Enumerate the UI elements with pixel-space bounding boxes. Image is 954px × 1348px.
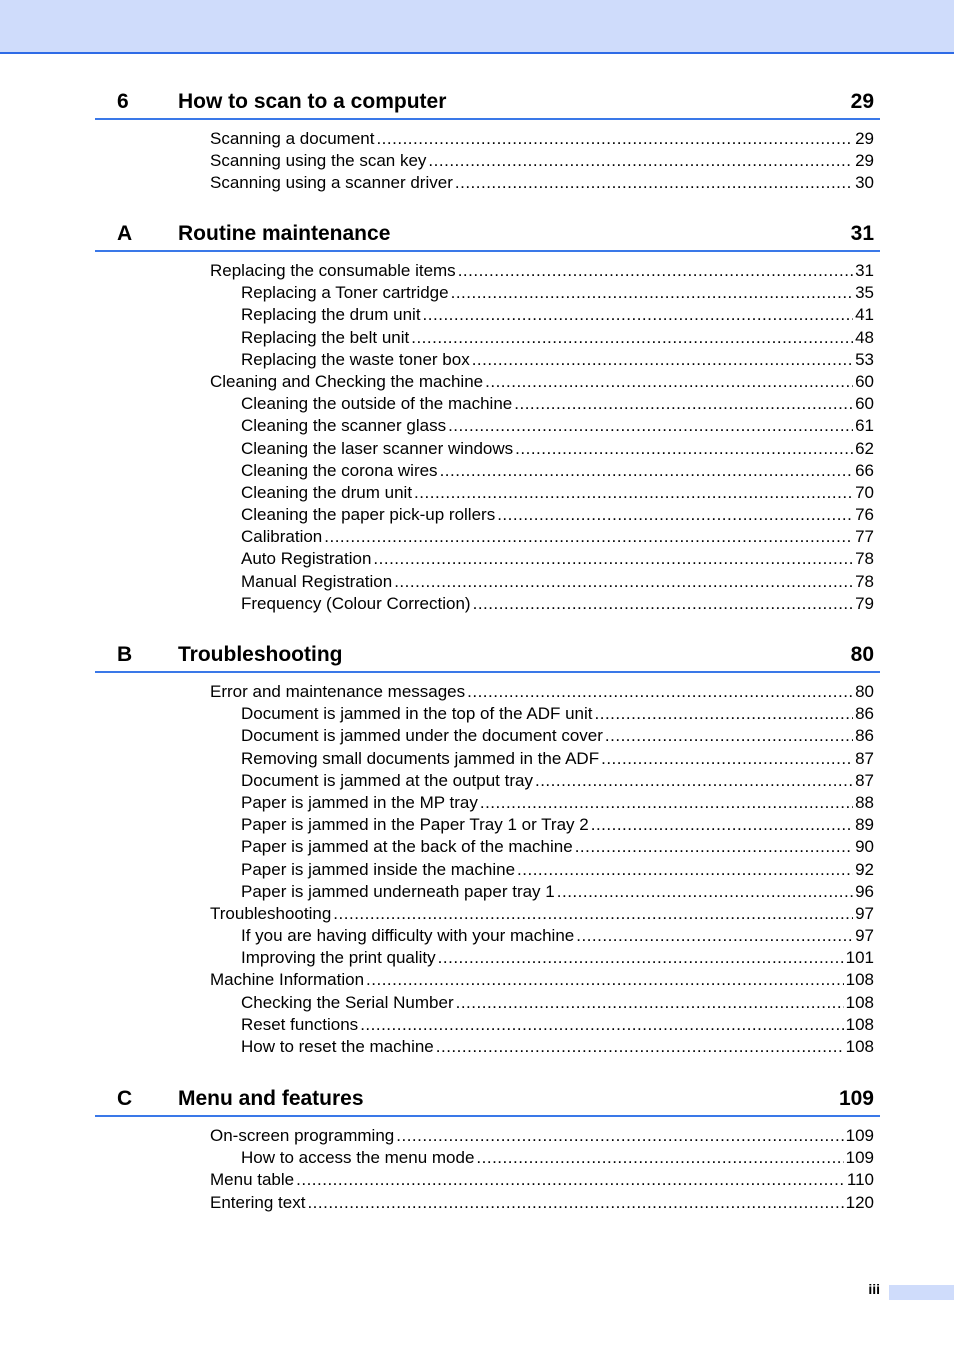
toc-entry[interactable] bbox=[241, 282, 874, 304]
toc-section bbox=[95, 88, 880, 195]
dot-leader bbox=[423, 304, 854, 326]
dot-leader bbox=[438, 947, 844, 969]
toc-entry-page: 53 bbox=[855, 349, 874, 369]
toc-entry-page: 70 bbox=[855, 482, 874, 502]
dot-leader bbox=[456, 992, 844, 1014]
section-number: B bbox=[117, 643, 133, 666]
dot-leader bbox=[373, 548, 853, 570]
toc-entry-label: Paper is jammed at the back of the machine bbox=[241, 837, 573, 857]
toc-entry-label: Removing small documents jammed in the ADF bbox=[241, 748, 600, 768]
toc-entry[interactable] bbox=[241, 460, 874, 482]
toc-entry-label: Auto Registration bbox=[241, 549, 372, 569]
footer-page-number: iii bbox=[868, 1281, 880, 1297]
toc-entry-label: Calibration bbox=[241, 527, 323, 547]
toc-entry-page: 89 bbox=[855, 815, 874, 835]
toc-entry-label: Machine Information bbox=[210, 970, 365, 990]
toc-entry-page: 96 bbox=[855, 881, 874, 901]
toc-entry-page: 29 bbox=[855, 151, 874, 171]
dot-leader bbox=[440, 460, 854, 482]
header-band bbox=[0, 0, 954, 54]
toc-entry-page: 80 bbox=[855, 682, 874, 701]
toc-entry-label: Cleaning the paper pick-up rollers bbox=[241, 505, 496, 525]
toc-entry-page: 87 bbox=[855, 748, 874, 768]
toc-entry-page: 77 bbox=[855, 527, 874, 547]
toc-entry-page: 31 bbox=[855, 261, 874, 280]
toc-entry-page: 86 bbox=[855, 726, 874, 746]
toc-entry-page: 109 bbox=[845, 1148, 874, 1168]
toc-entry-label: Scanning using the scan key bbox=[210, 151, 427, 171]
toc-entry[interactable] bbox=[241, 548, 874, 570]
dot-leader bbox=[497, 504, 853, 526]
dot-leader bbox=[296, 1169, 845, 1191]
toc-entry-page: 108 bbox=[845, 992, 874, 1012]
dot-leader bbox=[376, 128, 853, 150]
toc-entry-page: 79 bbox=[855, 593, 874, 613]
dot-leader bbox=[451, 282, 853, 304]
dot-leader bbox=[515, 438, 853, 460]
toc-entry[interactable] bbox=[241, 792, 874, 814]
toc-entry-page: 48 bbox=[855, 327, 874, 347]
dot-leader bbox=[472, 349, 853, 371]
toc-entry[interactable] bbox=[241, 947, 874, 969]
toc-entry-label: Cleaning the corona wires bbox=[241, 460, 438, 480]
dot-leader bbox=[436, 1036, 844, 1058]
dot-leader bbox=[411, 327, 853, 349]
toc-entry[interactable] bbox=[241, 304, 874, 326]
toc-entry-page: 110 bbox=[846, 1170, 874, 1190]
toc-entry[interactable] bbox=[241, 748, 874, 770]
toc-section bbox=[95, 220, 880, 615]
toc-entry-page: 41 bbox=[855, 305, 874, 325]
toc-entry-page: 86 bbox=[855, 704, 874, 724]
toc-entry-label: Replacing the drum unit bbox=[241, 305, 421, 325]
toc-entry[interactable] bbox=[241, 859, 874, 881]
dot-leader bbox=[473, 593, 853, 615]
toc-entry[interactable] bbox=[241, 393, 874, 415]
toc-entry[interactable] bbox=[241, 526, 874, 548]
section-title: Troubleshooting bbox=[178, 643, 343, 666]
section-heading[interactable] bbox=[95, 641, 880, 673]
dot-leader bbox=[448, 415, 853, 437]
toc-entry-label: Document is jammed at the output tray bbox=[241, 770, 533, 790]
toc-entry-page: 78 bbox=[855, 549, 874, 569]
section-number: 6 bbox=[117, 90, 129, 113]
toc-entry[interactable] bbox=[210, 260, 874, 282]
toc-entry-page: 66 bbox=[855, 460, 874, 480]
dot-leader bbox=[366, 969, 844, 991]
toc-entry[interactable] bbox=[241, 814, 874, 836]
toc-entry[interactable] bbox=[241, 438, 874, 460]
section-title: Routine maintenance bbox=[178, 222, 391, 245]
dot-leader bbox=[591, 814, 853, 836]
toc-entry-label: Replacing the waste toner box bbox=[241, 349, 470, 369]
toc-entry-label: Troubleshooting bbox=[210, 903, 332, 923]
toc-entry[interactable] bbox=[241, 725, 874, 747]
toc-entry[interactable] bbox=[241, 1014, 874, 1036]
toc-entry-page: 62 bbox=[855, 438, 874, 458]
section-title: Menu and features bbox=[178, 1087, 364, 1110]
toc-entry-label: Scanning a document bbox=[210, 129, 375, 148]
toc-entry-label: Replacing a Toner cartridge bbox=[241, 283, 449, 303]
toc-entry-label: How to access the menu mode bbox=[241, 1148, 475, 1168]
toc-entry-label: Document is jammed under the document cover bbox=[241, 726, 603, 746]
toc-entry-page: 61 bbox=[855, 416, 874, 436]
section-heading[interactable] bbox=[95, 1085, 880, 1117]
toc-entry[interactable] bbox=[241, 836, 874, 858]
dot-leader bbox=[575, 836, 853, 858]
toc-entry[interactable] bbox=[210, 128, 874, 150]
toc-entry-label: On-screen programming bbox=[210, 1126, 395, 1145]
dot-leader bbox=[333, 903, 853, 925]
toc-entry[interactable] bbox=[241, 571, 874, 593]
section-page: 80 bbox=[850, 643, 874, 666]
toc-section bbox=[95, 1085, 880, 1214]
toc-entry-list bbox=[95, 260, 880, 615]
toc-entry[interactable] bbox=[241, 415, 874, 437]
section-page: 109 bbox=[838, 1087, 874, 1110]
section-number: A bbox=[117, 222, 133, 245]
toc-entry[interactable] bbox=[210, 172, 874, 194]
toc-entry-label: Paper is jammed inside the machine bbox=[241, 859, 516, 879]
toc-entry-label: Paper is jammed underneath paper tray 1 bbox=[241, 881, 555, 901]
dot-leader bbox=[517, 859, 853, 881]
toc-entry[interactable] bbox=[241, 327, 874, 349]
toc-entry[interactable] bbox=[241, 504, 874, 526]
toc-entry-page: 109 bbox=[845, 1126, 874, 1145]
dot-leader bbox=[480, 792, 853, 814]
section-page: 29 bbox=[850, 90, 874, 113]
toc-entry[interactable] bbox=[241, 881, 874, 903]
section-page: 31 bbox=[850, 222, 874, 245]
toc-entry[interactable] bbox=[241, 770, 874, 792]
dot-leader bbox=[535, 770, 853, 792]
toc-entry-page: 87 bbox=[855, 770, 874, 790]
toc-entry-label: Entering text bbox=[210, 1192, 306, 1212]
toc-entry[interactable] bbox=[241, 482, 874, 504]
toc-entry-page: 60 bbox=[855, 371, 874, 391]
toc-entry-label: Cleaning the laser scanner windows bbox=[241, 438, 514, 458]
dot-leader bbox=[601, 748, 853, 770]
toc-entry-label: Frequency (Colour Correction) bbox=[241, 593, 471, 613]
dot-leader bbox=[458, 260, 853, 282]
toc-entry-page: 97 bbox=[855, 926, 874, 946]
toc-entry-label: Reset functions bbox=[241, 1014, 359, 1034]
toc-entry[interactable] bbox=[210, 1169, 874, 1191]
toc-entry[interactable] bbox=[210, 681, 874, 703]
toc-entry-label: Cleaning the drum unit bbox=[241, 482, 413, 502]
toc-entry[interactable] bbox=[241, 349, 874, 371]
toc-entry[interactable] bbox=[241, 1036, 874, 1058]
toc-entry[interactable] bbox=[210, 903, 874, 925]
dot-leader bbox=[360, 1014, 843, 1036]
dot-leader bbox=[307, 1192, 843, 1214]
toc-entry[interactable] bbox=[210, 1192, 874, 1214]
toc-entry[interactable] bbox=[241, 1147, 874, 1169]
toc-entry-page: 108 bbox=[845, 1014, 874, 1034]
toc-entry-page: 29 bbox=[855, 129, 874, 148]
dot-leader bbox=[467, 681, 853, 703]
dot-leader bbox=[514, 393, 853, 415]
toc-entry[interactable] bbox=[210, 371, 874, 393]
toc-entry-label: Scanning using a scanner driver bbox=[210, 173, 453, 193]
dot-leader bbox=[557, 881, 853, 903]
toc-entry-label: Document is jammed in the top of the ADF unit bbox=[241, 704, 593, 724]
footer-tab bbox=[889, 1285, 954, 1300]
toc-entry-label: Error and maintenance messages bbox=[210, 682, 466, 701]
toc-entry-label: Checking the Serial Number bbox=[241, 992, 454, 1012]
dot-leader bbox=[414, 482, 853, 504]
dot-leader bbox=[455, 172, 853, 194]
toc-entry-page: 30 bbox=[855, 173, 874, 193]
toc-entry-label: Replacing the consumable items bbox=[210, 261, 456, 280]
toc-entry-label: Menu table bbox=[210, 1170, 295, 1190]
section-title: How to scan to a computer bbox=[178, 90, 447, 113]
toc-entry-label: Paper is jammed in the Paper Tray 1 or Tray 2 bbox=[241, 815, 589, 835]
toc-entry-label: Improving the print quality bbox=[241, 948, 436, 968]
toc-entry-label: Cleaning the outside of the machine bbox=[241, 394, 513, 414]
toc-entry-page: 108 bbox=[845, 970, 874, 990]
toc-entry-page: 78 bbox=[855, 571, 874, 591]
section-number: C bbox=[117, 1087, 133, 1110]
toc-entry-label: If you are having difficulty with your machine bbox=[241, 926, 575, 946]
toc-entry[interactable] bbox=[210, 969, 874, 991]
toc-entry-page: 76 bbox=[855, 505, 874, 525]
dot-leader bbox=[605, 725, 853, 747]
toc-section bbox=[95, 641, 880, 1058]
toc-entry-list bbox=[95, 1125, 880, 1214]
toc-entry[interactable] bbox=[241, 925, 874, 947]
dot-leader bbox=[576, 925, 853, 947]
toc-entry[interactable] bbox=[241, 992, 874, 1014]
toc-entry-page: 88 bbox=[855, 792, 874, 812]
section-heading[interactable] bbox=[95, 220, 880, 252]
dot-leader bbox=[485, 371, 853, 393]
toc-entry-page: 90 bbox=[855, 837, 874, 857]
dot-leader bbox=[428, 150, 853, 172]
toc-entry-page: 101 bbox=[845, 948, 874, 968]
toc-entry-label: Cleaning and Checking the machine bbox=[210, 371, 484, 391]
toc-entry-list bbox=[95, 681, 880, 1058]
toc-entry-label: Replacing the belt unit bbox=[241, 327, 410, 347]
toc-entry-label: How to reset the machine bbox=[241, 1037, 434, 1056]
dot-leader bbox=[324, 526, 853, 548]
section-heading[interactable] bbox=[95, 88, 880, 120]
toc-entry[interactable] bbox=[210, 1125, 874, 1147]
toc-entry-page: 108 bbox=[845, 1037, 874, 1056]
toc-entry-page: 35 bbox=[855, 283, 874, 303]
toc-entry-label: Paper is jammed in the MP tray bbox=[241, 792, 478, 812]
toc-entry-page: 120 bbox=[845, 1192, 874, 1212]
toc-entry[interactable] bbox=[210, 150, 874, 172]
toc-entry[interactable] bbox=[241, 703, 874, 725]
dot-leader bbox=[396, 1125, 843, 1147]
toc-entry-page: 60 bbox=[855, 394, 874, 414]
toc-entry[interactable] bbox=[241, 593, 874, 615]
toc-entry-list bbox=[95, 128, 880, 195]
toc-entry-page: 97 bbox=[855, 903, 874, 923]
dot-leader bbox=[394, 571, 853, 593]
dot-leader bbox=[595, 703, 854, 725]
toc-entry-label: Manual Registration bbox=[241, 571, 393, 591]
dot-leader bbox=[476, 1147, 843, 1169]
toc-entry-page: 92 bbox=[855, 859, 874, 879]
toc-entry-label: Cleaning the scanner glass bbox=[241, 416, 447, 436]
